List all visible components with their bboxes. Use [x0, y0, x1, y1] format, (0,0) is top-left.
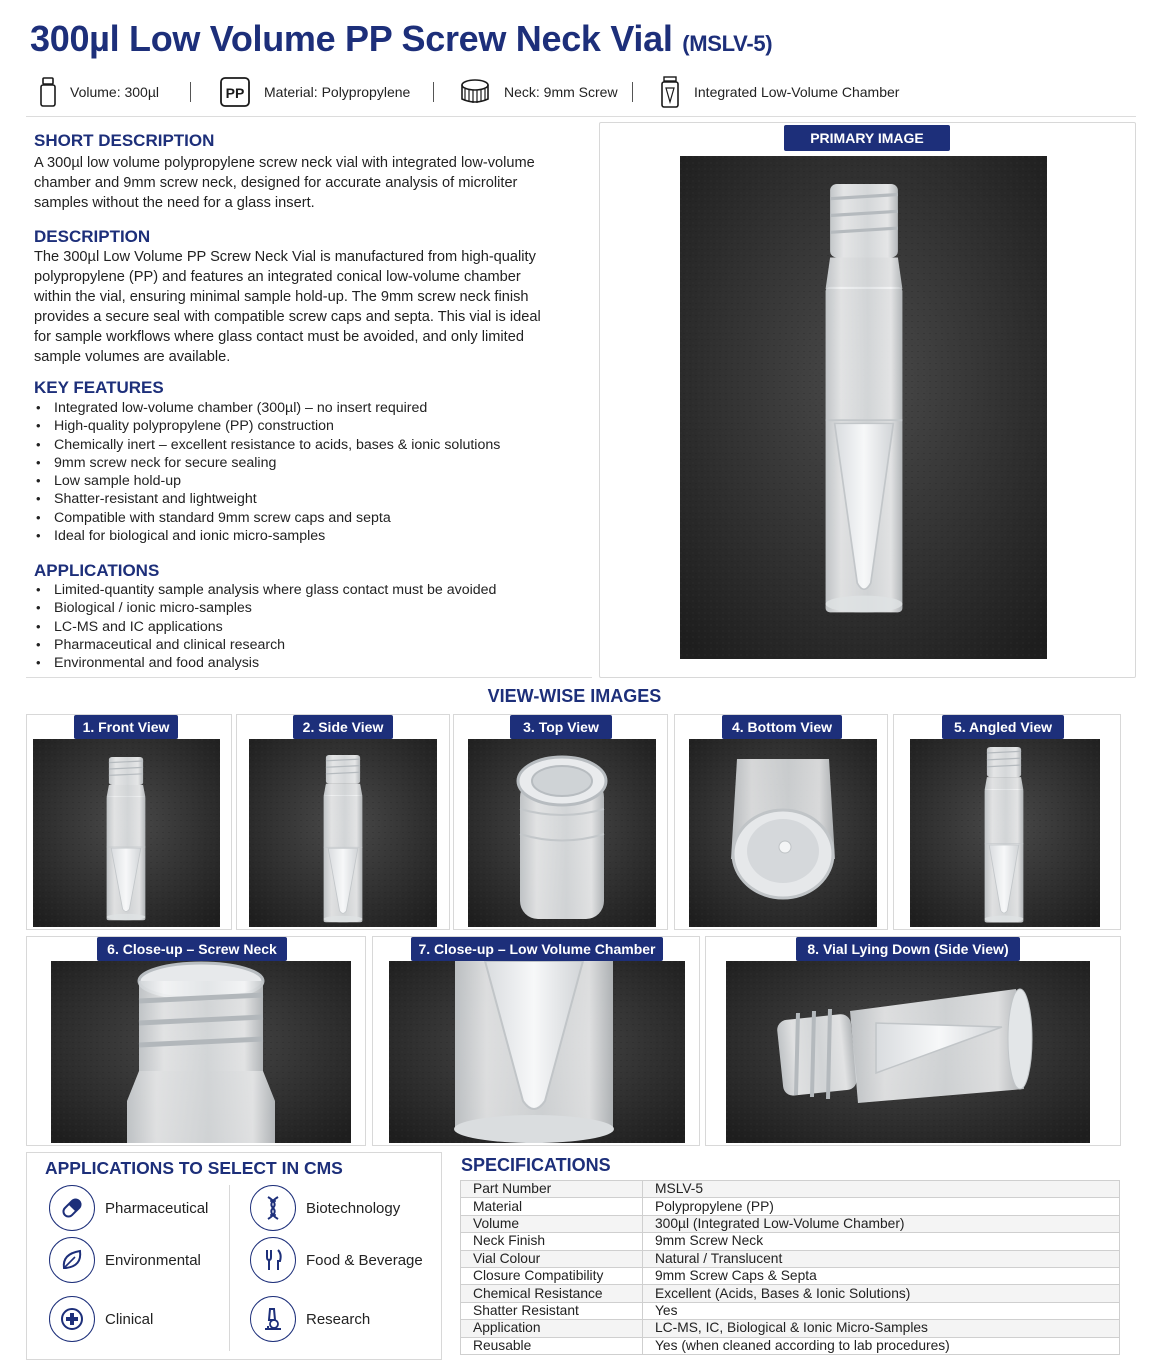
short-description-text: A 300µl low volume polypropylene screw neck vial with integrated low-volume chamber and 9mm screw neck, designed for accurate analysis of microliter samples without the need for a glass insert.: [34, 155, 535, 211]
cms-applications-heading: APPLICATIONS TO SELECT IN CMS: [45, 1158, 343, 1178]
divider: [26, 116, 1136, 117]
cms-option-label: Biotechnology: [306, 1199, 401, 1217]
short-description-heading: SHORT DESCRIPTION: [34, 131, 215, 150]
cms-option-label: Environmental: [105, 1251, 201, 1269]
list-item: • 9mm screw neck for secure sealing: [34, 454, 594, 472]
table-row: [461, 1215, 1120, 1232]
vial-icon: [40, 77, 56, 107]
view-label: 1. Front View: [74, 715, 178, 739]
view-panel-front: [26, 714, 232, 930]
view-label: 4. Bottom View: [722, 715, 842, 739]
description-text: The 300µl Low Volume PP Screw Neck Vial is manufactured from high-quality polypropylene (PP) and features an integrated conical low-volume chamber within the vial, ensuring minimal sample hold-up. The 9mm screw neck finish provides a secure seal with compatible screw caps and septa. This vial is ideal for sample workflows where glass contact must be avoided, and only limited sample volumes are available.: [34, 249, 541, 365]
cms-option-biotechnology[interactable]: [250, 1185, 400, 1231]
view-panel-side: [236, 714, 450, 930]
list-item: • Chemically inert – excellent resistance to acids, bases & ionic solutions: [34, 436, 594, 454]
specifications-table: [460, 1180, 1120, 1355]
spec-key: Volume: [461, 1215, 643, 1232]
table-row: [461, 1320, 1120, 1337]
table-row: [461, 1302, 1120, 1319]
microscope-icon: [250, 1296, 296, 1342]
view-label: 5. Angled View: [942, 715, 1064, 739]
spec-key: Material: [461, 1198, 643, 1215]
list-item: • Low sample hold-up: [34, 472, 594, 490]
cms-option-research[interactable]: [250, 1296, 370, 1342]
divider: [190, 82, 191, 102]
spec-value: 300µl (Integrated Low-Volume Chamber): [643, 1215, 1120, 1232]
top-view-photo[interactable]: [468, 739, 656, 927]
spec-value: 9mm Screw Neck: [643, 1233, 1120, 1250]
specifications-heading: SPECIFICATIONS: [461, 1155, 611, 1175]
cms-applications-panel: [26, 1152, 442, 1360]
chamber-icon: [660, 76, 680, 108]
list-item: • Compatible with standard 9mm screw caps and septa: [34, 509, 594, 527]
spec-value: Natural / Translucent: [643, 1250, 1120, 1267]
attribute-volume: [40, 74, 159, 110]
spec-key: Closure Compatibility: [461, 1267, 643, 1284]
side-view-photo[interactable]: [249, 739, 437, 927]
spec-key: Shatter Resistant: [461, 1302, 643, 1319]
attribute-label: Volume: 300µl: [70, 84, 160, 100]
view-label: 3. Top View: [510, 715, 612, 739]
cms-option-label: Research: [306, 1310, 371, 1328]
applications-list: [34, 581, 594, 672]
text-column: [26, 122, 592, 678]
front-view-photo[interactable]: [33, 739, 220, 927]
product-code: (MSLV-5): [682, 31, 773, 56]
spec-key: Neck Finish: [461, 1233, 643, 1250]
product-name: 300µl Low Volume PP Screw Neck Vial: [30, 18, 673, 59]
table-row: [461, 1337, 1120, 1354]
spec-value: 9mm Screw Caps & Septa: [643, 1267, 1120, 1284]
list-item: • High-quality polypropylene (PP) construction: [34, 417, 594, 435]
attribute-bar: [30, 74, 1130, 110]
page-title: [30, 18, 772, 60]
table-row: [461, 1198, 1120, 1215]
attribute-material: [220, 74, 410, 110]
screw-neck-icon: [460, 78, 490, 106]
primary-image-label: PRIMARY IMAGE: [784, 125, 950, 151]
applications-heading: APPLICATIONS: [34, 561, 160, 580]
divider: [632, 82, 633, 102]
spec-key: Vial Colour: [461, 1250, 643, 1267]
bottom-view-photo[interactable]: [689, 739, 877, 927]
pill-icon: [49, 1185, 95, 1231]
list-item: • Ideal for biological and ionic micro-samples: [34, 527, 594, 545]
spec-key: Part Number: [461, 1181, 643, 1198]
divider: [26, 677, 592, 678]
cms-option-food-beverage[interactable]: [250, 1237, 423, 1283]
screw-neck-closeup-photo[interactable]: [51, 961, 351, 1143]
divider: [433, 82, 434, 102]
key-features-heading: KEY FEATURES: [34, 378, 164, 397]
table-row: [461, 1267, 1120, 1284]
primary-vial-photo[interactable]: [680, 156, 1047, 659]
list-item: • Limited-quantity sample analysis where glass contact must be avoided: [34, 581, 594, 599]
divider: [229, 1185, 230, 1351]
view-panel-top: [453, 714, 668, 930]
table-row: [461, 1233, 1120, 1250]
fork-knife-icon: [250, 1237, 296, 1283]
chamber-closeup-photo[interactable]: [389, 961, 685, 1143]
table-row: [461, 1285, 1120, 1302]
list-item: • Shatter-resistant and lightweight: [34, 490, 594, 508]
cms-option-label: Pharmaceutical: [105, 1199, 209, 1217]
leaf-icon: [49, 1237, 95, 1283]
dna-icon: [250, 1185, 296, 1231]
cms-option-clinical[interactable]: [49, 1296, 153, 1342]
spec-value: Polypropylene (PP): [643, 1198, 1120, 1215]
medical-cross-icon: [49, 1296, 95, 1342]
attribute-chamber: [660, 74, 899, 110]
view-panel-lying-down: [705, 936, 1121, 1146]
view-panel-bottom: [674, 714, 888, 930]
attribute-label: Neck: 9mm Screw: [504, 84, 618, 100]
attribute-neck: [460, 74, 618, 110]
primary-image-panel: [599, 122, 1136, 678]
list-item: • LC-MS and IC applications: [34, 618, 594, 636]
list-item: • Integrated low-volume chamber (300µl) – no insert required: [34, 399, 594, 417]
key-features-list: [34, 399, 594, 545]
view-panel-angled: [893, 714, 1121, 930]
table-row: [461, 1250, 1120, 1267]
list-item: • Pharmaceutical and clinical research: [34, 636, 594, 654]
view-panel-screw-neck: [26, 936, 366, 1146]
list-item: • Biological / ionic micro-samples: [34, 599, 594, 617]
view-panel-low-volume-chamber: [372, 936, 700, 1146]
spec-value: Excellent (Acids, Bases & Ionic Solutions): [643, 1285, 1120, 1302]
spec-value: MSLV-5: [643, 1181, 1120, 1198]
cms-option-label: Clinical: [105, 1310, 154, 1328]
attribute-label: Material: Polypropylene: [264, 84, 411, 100]
spec-value: Yes: [643, 1302, 1120, 1319]
view-label: 6. Close-up – Screw Neck: [97, 937, 287, 961]
cms-option-pharmaceutical[interactable]: [49, 1185, 208, 1231]
table-row: [461, 1181, 1120, 1198]
description-heading: DESCRIPTION: [34, 227, 151, 246]
spec-value: LC-MS, IC, Biological & Ionic Micro-Samples: [643, 1320, 1120, 1337]
view-label: 7. Close-up – Low Volume Chamber: [411, 937, 663, 961]
spec-key: Chemical Resistance: [461, 1285, 643, 1302]
list-item: • Environmental and food analysis: [34, 654, 594, 672]
angled-view-photo[interactable]: [910, 739, 1100, 927]
view-label: 8. Vial Lying Down (Side View): [796, 937, 1020, 961]
svg-text:PP: PP: [225, 85, 245, 101]
spec-key: Application: [461, 1320, 643, 1337]
lying-down-photo[interactable]: [726, 961, 1090, 1143]
spec-value: Yes (when cleaned according to lab procedures): [643, 1337, 1120, 1354]
attribute-label: Integrated Low-Volume Chamber: [694, 84, 900, 100]
cms-option-environmental[interactable]: [49, 1237, 201, 1283]
pp-material-icon: [220, 77, 250, 107]
view-wise-heading: VIEW-WISE IMAGES: [487, 686, 662, 706]
cms-option-label: Food & Beverage: [306, 1251, 423, 1269]
spec-key: Reusable: [461, 1337, 643, 1354]
view-label: 2. Side View: [293, 715, 393, 739]
